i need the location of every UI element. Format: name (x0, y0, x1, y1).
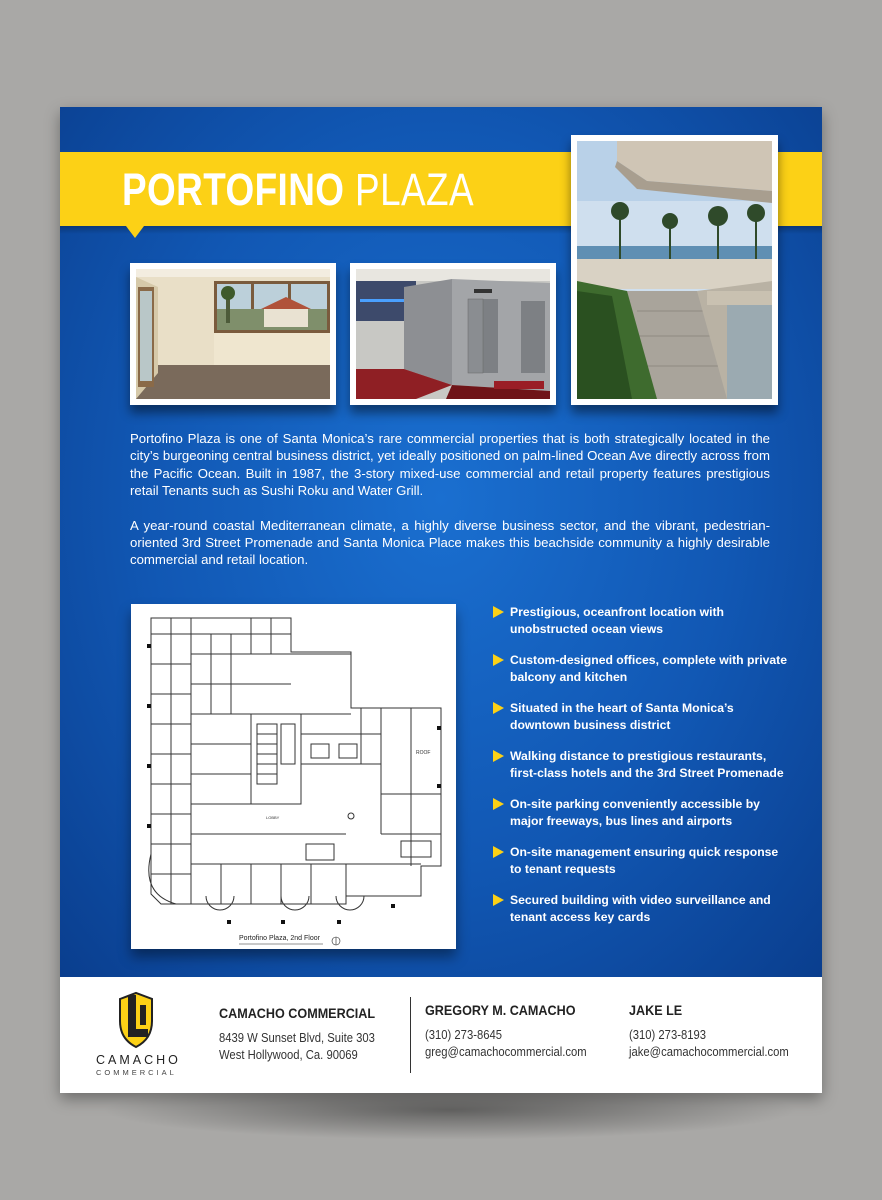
feature-item (493, 652, 793, 685)
feature-item (493, 748, 793, 781)
feature-item (493, 844, 793, 877)
feature-item (493, 604, 793, 637)
feature-text: Custom-designed offices, complete with private balcony and kitchen (510, 653, 787, 684)
contact-phone[interactable]: (310) 273-8645 (425, 1027, 503, 1042)
bullet-triangle-icon (493, 606, 504, 618)
feature-item (493, 892, 793, 925)
property-description (130, 430, 770, 569)
company-address-line2: West Hollywood, Ca. 90069 (219, 1047, 358, 1062)
title-light: PLAZA (355, 164, 474, 215)
floor-plan-image (131, 604, 456, 949)
feature-list (493, 604, 793, 940)
feature-text: On-site management ensuring quick response to tenant requests (510, 845, 779, 876)
company-logo (96, 991, 181, 1081)
contact-name: GREGORY M. CAMACHO (425, 1002, 576, 1018)
photo-office-interior (130, 263, 336, 405)
bullet-triangle-icon (493, 702, 504, 714)
camacho-logo-icon (114, 991, 158, 1049)
contact-block-gregory (425, 1002, 609, 1060)
floorplan-caption: Portofino Plaza, 2nd Floor (239, 935, 320, 942)
feature-item (493, 796, 793, 829)
logo-name: CAMACHO (96, 1053, 181, 1067)
title-bold: PORTOFINO (122, 164, 345, 215)
page-title (122, 164, 474, 215)
footer-divider (410, 997, 411, 1073)
contact-email[interactable]: jake@camachocommercial.com (629, 1044, 789, 1059)
bullet-triangle-icon (493, 750, 504, 762)
title-pointer (126, 226, 144, 238)
bullet-triangle-icon (493, 798, 504, 810)
feature-text: On-site parking conveniently accessible by major freeways, bus lines and airports (510, 797, 760, 828)
contact-block-jake (629, 1002, 811, 1060)
company-block (219, 1005, 396, 1063)
floorplan-roof-label: ROOF (416, 750, 431, 756)
company-address-line1: 8439 W Sunset Blvd, Suite 303 (219, 1030, 375, 1045)
description-paragraph-1: Portofino Plaza is one of Santa Monica’s rare commercial properties that is both strategically located in the city’s burgeoning central business district, yet ideally positioned on palm-lined Ocean Ave directly across from the Pacific Ocean. Built in 1987, the 3-story mixed-use commercial and retail property features prestigious retail Tenants such as Sushi Roku and Water Grill. (130, 431, 770, 499)
feature-text: Secured building with video surveillance and tenant access key cards (510, 893, 771, 924)
bullet-triangle-icon (493, 846, 504, 858)
contact-phone[interactable]: (310) 273-8193 (629, 1027, 707, 1042)
logo-subtitle: COMMERCIAL (96, 1068, 177, 1077)
description-paragraph-2: A year-round coastal Mediterranean climate, a highly diverse business sector, and the vibrant, pedestrian-oriented 3rd Street Promenade and Santa Monica Place makes this beachside community a highly desirable commercial and retail location. (130, 517, 770, 568)
feature-text: Situated in the heart of Santa Monica’s downtown business district (510, 701, 734, 732)
contact-name: JAKE LE (629, 1002, 683, 1018)
flyer-page (60, 107, 822, 1093)
bullet-triangle-icon (493, 654, 504, 666)
bullet-triangle-icon (493, 894, 504, 906)
feature-text: Prestigious, oceanfront location with unobstructed ocean views (510, 605, 724, 636)
contact-email[interactable]: greg@camachocommercial.com (425, 1044, 587, 1059)
company-name: CAMACHO COMMERCIAL (219, 1005, 376, 1021)
photo-elevator-lobby (350, 263, 556, 405)
feature-text: Walking distance to prestigious restaurants, first-class hotels and the 3rd Street Promenade (510, 749, 784, 780)
footer (60, 977, 822, 1093)
floorplan-lobby-label: LOBBY (266, 815, 280, 820)
photo-balcony-ocean-view (571, 135, 778, 405)
feature-item (493, 700, 793, 733)
